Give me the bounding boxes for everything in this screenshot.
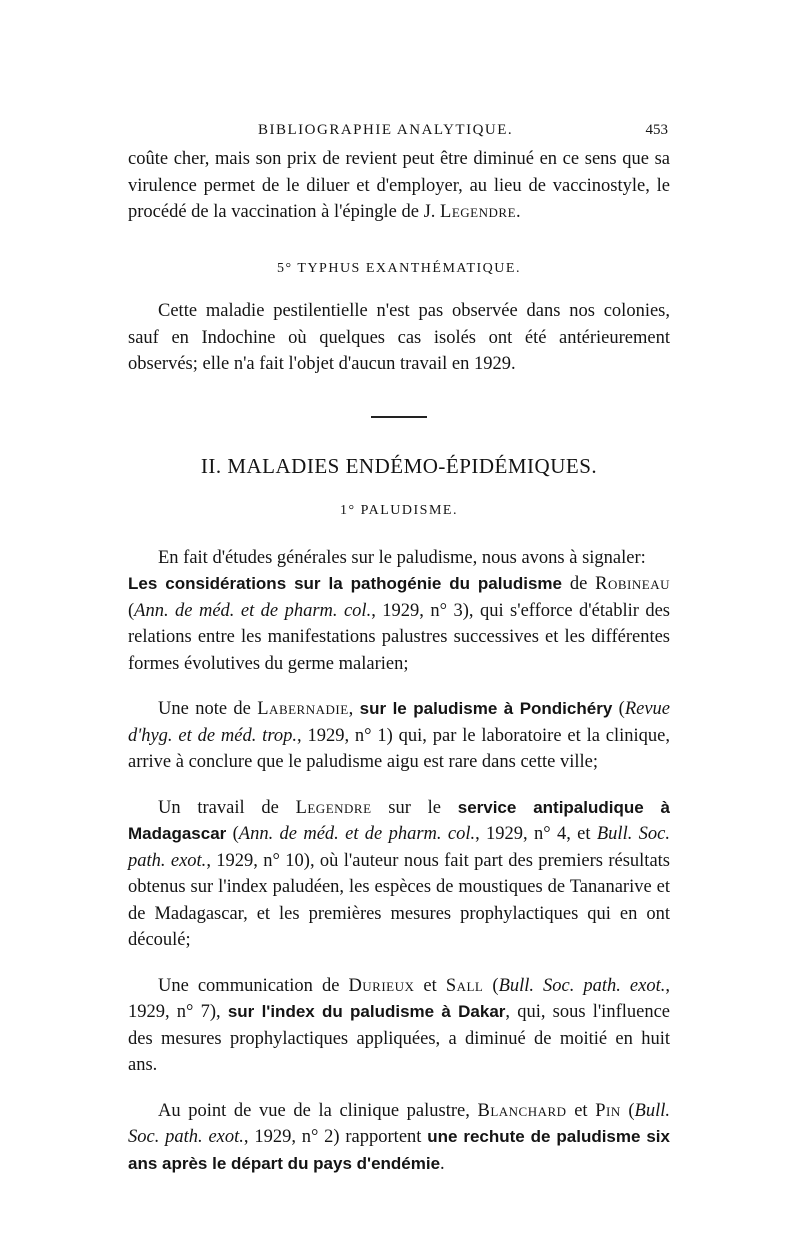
- entry-bold-title: sur l'index du paludisme à Dakar: [227, 1002, 506, 1021]
- entry-legendre: Un travail de Legendre sur le service antipaludique à Madagascar (Ann. de méd. et de pharm. col., 1929, n° 4, et Bull. Soc. path. exot., 1929, n° 10), où l'auteur nous fait part des premiers résultats obtenus sur l'index paludéen, les espèces de moustiques de Tananarive et de Madagascar, et les premières mesures prophylactiques qui en ont découlé;: [128, 797, 671, 950]
- author-name: Pin: [595, 1100, 621, 1121]
- paludisme-heading: 1° PALUDISME.: [340, 503, 458, 518]
- running-header: [128, 118, 670, 146]
- journal-name: Bull. Soc. path. exot.: [128, 1100, 670, 1147]
- entry-bold-title: service antipaludique à Madagascar: [128, 797, 670, 843]
- entry-robineau: Les considérations sur la pathogénie du paludisme de Robineau (Ann. de méd. et de pharm. col., 1929, n° 3), qui s'efforce d'établir des relations entre les manifestations palustres successives et les différentes formes évolutives du germe malarien;: [128, 574, 671, 674]
- entry-blanchard-pin: Au point de vue de la clinique palustre, Blanchard et Pin (Bull. Soc. path. exot., 1929, n° 2) rapportent une rechute de paludisme six ans après le départ du pays d'endémie.: [128, 1100, 670, 1174]
- book-page: [128, 118, 670, 1177]
- page-number: 453: [645, 122, 668, 138]
- journal-name: Ann. de méd. et de pharm. col.: [134, 600, 372, 621]
- entry-bold-title: sur le paludisme à Pondichéry: [359, 699, 613, 718]
- author-name: Durieux: [348, 975, 415, 996]
- journal-name: Bull. Soc. path. exot.: [128, 824, 670, 871]
- author-name: Legendre: [295, 797, 372, 818]
- entry-durieux-sall: Une communication de Durieux et Sall (Bull. Soc. path. exot., 1929, n° 7), sur l'index du paludisme à Dakar, qui, sous l'influence des mesures prophylactiques appliquées, a diminué de moitié en huit ans.: [128, 975, 671, 1075]
- typhus-paragraph: Cette maladie pestilentielle n'est pas observée dans nos colonies, sauf en Indochine où quelques cas isolés ont été antérieurement observés; elle n'a fait l'objet d'aucun travail en 1929.: [128, 301, 670, 374]
- author-name: Sall: [445, 975, 484, 996]
- author-name: Labernadie: [257, 699, 349, 719]
- entry-labernadie: Une note de Labernadie, sur le paludisme à Pondichéry (Revue d'hyg. et de méd. trop., 1929, n° 1) qui, par le laboratoire et la clinique, arrive à conclure que le paludisme aigu est rare dans cette ville;: [128, 699, 670, 772]
- paludisme-intro: En fait d'études générales sur le paludisme, nous avons à signaler:: [158, 547, 646, 568]
- author-name: Blanchard: [477, 1100, 567, 1121]
- entry-bold-title: Les considérations sur la pathogénie du paludisme: [128, 574, 562, 593]
- typhus-heading: 5° TYPHUS EXANTHÉMATIQUE.: [277, 260, 521, 276]
- section-divider: [371, 416, 427, 418]
- journal-name: Bull. Soc. path. exot.: [498, 975, 666, 996]
- author-name: Robineau: [595, 574, 670, 594]
- journal-name: Ann. de méd. et de pharm. col.: [238, 824, 476, 844]
- running-title: BIBLIOGRAPHIE ANALYTIQUE.: [258, 122, 514, 138]
- journal-name: Revue d'hyg. et de méd. trop.: [128, 699, 670, 746]
- section-title: II. MALADIES ENDÉMO-ÉPIDÉMIQUES.: [200, 453, 598, 478]
- author-name: Legendre: [440, 202, 517, 222]
- intro-paragraph: coûte cher, mais son prix de revient peut être diminué en ce sens que sa virulence permet de le diluer et d'employer, au lieu de vaccinostyle, le procédé de la vaccination à l'épingle de J. Legendre.: [128, 149, 670, 222]
- entry-bold-title: une rechute de paludisme six ans après le départ du pays d'endémie: [128, 1127, 670, 1173]
